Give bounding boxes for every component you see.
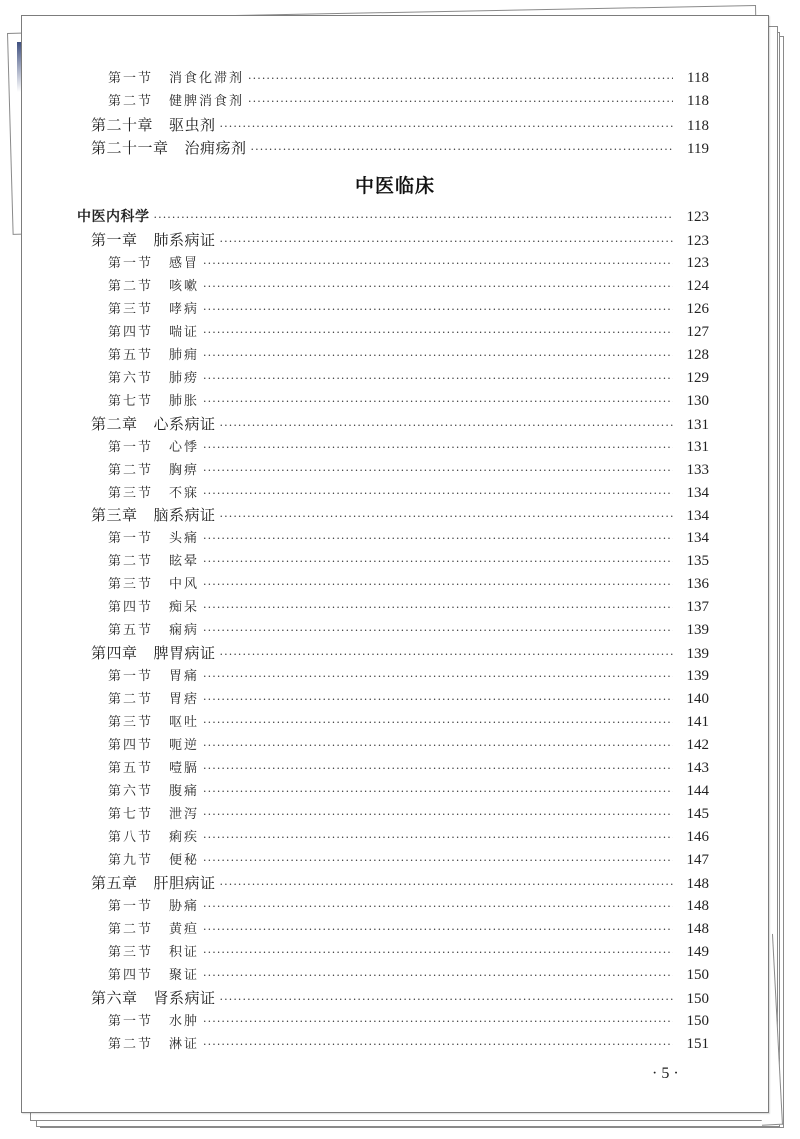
toc-entry-label: [108, 620, 203, 642]
toc-entry-label: [91, 229, 220, 251]
toc-entry-number: 第五节: [108, 348, 154, 363]
toc-entry-page: 150: [686, 991, 709, 1007]
toc-entry-label: [108, 689, 203, 711]
toc-entry-page: 119: [687, 141, 709, 157]
toc-entry-number: 第二十章: [91, 116, 154, 134]
toc-entry-label: [108, 758, 203, 780]
toc-entry-title: 驱虫剂: [169, 116, 216, 134]
toc-entry-page: 118: [687, 118, 709, 134]
toc-entry-number: 第五节: [108, 761, 154, 776]
dot-leader: [154, 207, 674, 229]
toc-entry-number: 第二节: [108, 279, 154, 294]
toc-entry[interactable]: [108, 275, 709, 297]
toc-entry-label: [108, 299, 203, 321]
toc-entry-page: 151: [686, 1036, 709, 1052]
dot-leader: [203, 919, 673, 941]
toc-entry-number: 第三节: [108, 577, 154, 592]
toc-entry-title: 痢疾: [169, 830, 200, 845]
toc-entry-number: 第三节: [108, 486, 154, 501]
toc-entry-label: [108, 1034, 203, 1056]
dot-leader: [203, 253, 673, 275]
dot-leader: [203, 965, 673, 987]
toc-entry-page: 124: [686, 278, 709, 294]
toc-entry-number: 第七节: [108, 394, 154, 409]
toc-entry-title: 泄泻: [169, 807, 200, 822]
toc-entry-number: 第九节: [108, 853, 154, 868]
toc-entry[interactable]: [108, 941, 709, 963]
toc-entry-label: [108, 551, 203, 573]
toc-entry-label: [108, 827, 203, 849]
dot-leader: [251, 139, 673, 161]
toc-entry-page: 148: [686, 898, 709, 914]
toc-entry-title: 胃痛: [169, 669, 200, 684]
toc-entry-page: 136: [686, 576, 709, 592]
toc-entry-title: 便秘: [169, 853, 200, 868]
toc-entry[interactable]: [108, 390, 709, 412]
toc-entry-title: 胃痞: [169, 692, 200, 707]
dot-leader: [220, 506, 673, 528]
toc-entry-number: 第二十一章: [91, 139, 169, 157]
toc-entry-page: 149: [686, 944, 709, 960]
toc-entry-label: [108, 666, 203, 688]
toc-entry[interactable]: [108, 780, 709, 802]
toc-entry-title: 聚证: [169, 968, 200, 983]
dot-leader: [220, 989, 673, 1011]
toc-entry[interactable]: [77, 206, 709, 228]
toc-entry-page: 147: [686, 852, 709, 868]
toc-entry-title: 肝胆病证: [153, 874, 216, 892]
dot-leader: [203, 597, 673, 619]
part-heading: 中医临床: [354, 175, 435, 197]
toc-entry-page: 140: [686, 691, 709, 707]
toc-entry-title: 胁痛: [169, 899, 200, 914]
toc-entry-title: 呕吐: [169, 715, 200, 730]
toc-entry-number: 第二节: [108, 922, 154, 937]
toc-entry-label: [91, 642, 220, 664]
toc-entry[interactable]: [108, 482, 709, 504]
toc-entry[interactable]: [108, 67, 709, 89]
toc-entry-title: 淋证: [169, 1037, 200, 1052]
dot-leader: [203, 483, 673, 505]
toc-entry-title: 肺痨: [169, 371, 200, 386]
toc-entry-title: 眩晕: [169, 554, 200, 569]
toc-entry[interactable]: [108, 321, 709, 343]
toc-entry-number: 第五章: [91, 874, 138, 892]
dot-leader: [248, 91, 673, 113]
toc-entry-number: 第六节: [108, 784, 154, 799]
dot-leader: [203, 460, 673, 482]
toc-entry[interactable]: [108, 849, 709, 871]
toc-entry-label: [108, 483, 203, 505]
dot-leader: [203, 781, 673, 803]
toc-entry-label: [108, 437, 203, 459]
toc-entry-page: 141: [686, 714, 709, 730]
page-number: · 5 ·: [652, 1065, 679, 1082]
toc-entry-label: [91, 137, 251, 159]
toc-entry-label: [108, 896, 203, 918]
toc-entry-page: 139: [686, 668, 709, 684]
toc-entry-page: 144: [686, 783, 709, 799]
toc-entry-page: 126: [686, 301, 709, 317]
toc-entry[interactable]: [91, 229, 709, 251]
toc-entry-label: [108, 276, 203, 298]
toc-entry-page: 139: [686, 622, 709, 638]
toc-entry[interactable]: [108, 734, 709, 756]
toc-entry-title: 健脾消食剂: [169, 94, 245, 109]
toc-entry-page: 123: [686, 255, 709, 271]
dot-leader: [203, 735, 673, 757]
toc-entry-page: 150: [686, 967, 709, 983]
dot-leader: [203, 850, 673, 872]
toc-entry-page: 131: [686, 439, 709, 455]
toc-entry-number: 第四节: [108, 325, 154, 340]
toc-entry-number: 第一节: [108, 440, 154, 455]
toc-entry-title: 心系病证: [153, 415, 216, 433]
dot-leader: [203, 551, 673, 573]
toc-entry-title: 肾系病证: [153, 989, 216, 1007]
toc-entry-title: 积证: [169, 945, 200, 960]
toc-entry-title: 咳嗽: [169, 279, 200, 294]
toc-entry-number: 第四节: [108, 968, 154, 983]
toc-entry[interactable]: [108, 895, 709, 917]
dot-leader: [220, 874, 673, 896]
toc-entry[interactable]: [108, 436, 709, 458]
toc-entry-number: 第三节: [108, 302, 154, 317]
dot-leader: [203, 827, 673, 849]
toc-entry-title: 水肿: [169, 1014, 200, 1029]
toc-entry-page: 134: [686, 508, 709, 524]
toc-entry-page: 127: [686, 324, 709, 340]
toc-entry-label: [108, 712, 203, 734]
toc-entry-page: 148: [686, 876, 709, 892]
toc-entry[interactable]: [108, 344, 709, 366]
toc-entry[interactable]: [108, 665, 709, 687]
toc-entry-title: 不寐: [169, 486, 200, 501]
toc-entry[interactable]: [108, 527, 709, 549]
toc-entry-number: 第五节: [108, 623, 154, 638]
toc-entry-number: 第二节: [108, 554, 154, 569]
toc-entry[interactable]: [108, 964, 709, 986]
toc-entry-label: [91, 872, 220, 894]
toc-entry-number: 第四节: [108, 738, 154, 753]
dot-leader: [203, 368, 673, 390]
toc-entry-number: 第六章: [91, 989, 138, 1007]
toc-entry-title: 黄疸: [169, 922, 200, 937]
toc-entry-title: 感冒: [169, 256, 200, 271]
toc-entry-label: [108, 528, 203, 550]
toc-entry[interactable]: [108, 1033, 709, 1055]
toc-entry-page: 123: [686, 209, 709, 225]
toc-entry-page: 135: [686, 553, 709, 569]
toc-entry-number: 第二章: [91, 415, 138, 433]
toc-entry-page: 150: [686, 1013, 709, 1029]
toc-entry-title: 腹痛: [169, 784, 200, 799]
toc-entry-number: 第八节: [108, 830, 154, 845]
toc-entry-page: 118: [687, 93, 709, 109]
toc-entry-page: 123: [686, 233, 709, 249]
toc-entry-label: [77, 206, 154, 228]
toc-entry-label: [108, 1011, 203, 1033]
toc-entry-title: 中风: [169, 577, 200, 592]
toc-entry-label: [108, 322, 203, 344]
toc-entry-page: 139: [686, 646, 709, 662]
toc-entry[interactable]: [91, 114, 709, 136]
toc-entry-number: 第二节: [108, 692, 154, 707]
toc-entry-number: 第一节: [108, 899, 154, 914]
toc-entry-page: 146: [686, 829, 709, 845]
dot-leader: [220, 415, 673, 437]
toc-entry-title: 脾胃病证: [153, 644, 216, 662]
toc-entry-page: 148: [686, 921, 709, 937]
dot-leader: [203, 322, 673, 344]
toc-entry-label: [91, 413, 220, 435]
toc-entry-label: [108, 391, 203, 413]
dot-leader: [203, 896, 673, 918]
toc-page: [21, 15, 769, 1113]
toc-entry-title: 消食化滞剂: [169, 71, 245, 86]
toc-entry-number: 第一节: [108, 1014, 154, 1029]
toc-entry-page: 134: [686, 485, 709, 501]
toc-entry-label: [108, 345, 203, 367]
toc-entry-number: 第二节: [108, 463, 154, 478]
toc-entry-title: 呃逆: [169, 738, 200, 753]
toc-entry-number: 第七节: [108, 807, 154, 822]
dot-leader: [203, 345, 673, 367]
toc-entry-number: 第六节: [108, 371, 154, 386]
toc-entry[interactable]: [108, 757, 709, 779]
toc-entry-label: [108, 850, 203, 872]
toc-entry-page: 137: [686, 599, 709, 615]
toc-entry-label: [108, 68, 248, 90]
toc-entry-number: 第二节: [108, 1037, 154, 1052]
toc-entry-page: 129: [686, 370, 709, 386]
dot-leader: [203, 758, 673, 780]
toc-entry-number: 第一节: [108, 71, 154, 86]
toc-entry[interactable]: [91, 987, 709, 1009]
toc-entry-number: 第二节: [108, 94, 154, 109]
toc-entry-number: 第一章: [91, 231, 138, 249]
toc-entry-label: [91, 504, 220, 526]
dot-leader: [203, 712, 673, 734]
toc-entry[interactable]: [108, 688, 709, 710]
toc-entry-label: [108, 735, 203, 757]
dot-leader: [203, 437, 673, 459]
dot-leader: [203, 391, 673, 413]
toc-entry-label: [91, 114, 220, 136]
toc-entry[interactable]: [108, 90, 709, 112]
toc-entry-page: 134: [686, 530, 709, 546]
dot-leader: [203, 299, 673, 321]
toc-entry-page: 128: [686, 347, 709, 363]
toc-entry[interactable]: [108, 826, 709, 848]
toc-entry-title: 肺痈: [169, 348, 200, 363]
toc-entry[interactable]: [91, 872, 709, 894]
toc-entry-page: 133: [686, 462, 709, 478]
toc-entry-page: 118: [687, 70, 709, 86]
toc-entry-title: 胸痹: [169, 463, 200, 478]
dot-leader: [203, 804, 673, 826]
toc-entry[interactable]: [108, 550, 709, 572]
toc-entry-page: 142: [686, 737, 709, 753]
dot-leader: [220, 231, 673, 253]
toc-entry-page: 143: [686, 760, 709, 776]
toc-entry[interactable]: [91, 504, 709, 526]
toc-entry-label: [108, 781, 203, 803]
dot-leader: [203, 666, 673, 688]
toc-entry-number: 第三章: [91, 506, 138, 524]
toc-entry-label: [108, 919, 203, 941]
toc-entry[interactable]: [108, 596, 709, 618]
dot-leader: [203, 276, 673, 298]
toc-entry[interactable]: [108, 803, 709, 825]
toc-entry-title: 肺胀: [169, 394, 200, 409]
dot-leader: [203, 574, 673, 596]
toc-entry[interactable]: [108, 918, 709, 940]
dot-leader: [203, 528, 673, 550]
toc-entry-title: 脑系病证: [153, 506, 216, 524]
toc-entry-label: [108, 965, 203, 987]
toc-entry-title: 噎膈: [169, 761, 200, 776]
toc-entry[interactable]: [91, 413, 709, 435]
toc-entry[interactable]: [108, 252, 709, 274]
toc-entry-label: [108, 804, 203, 826]
dot-leader: [203, 689, 673, 711]
toc-entry-title: 喘证: [169, 325, 200, 340]
toc-entry[interactable]: [108, 573, 709, 595]
toc-entry-title: 头痛: [169, 531, 200, 546]
toc-entry-label: [108, 460, 203, 482]
dot-leader: [220, 644, 673, 666]
toc-entry-title: 哮病: [169, 302, 200, 317]
toc-entry[interactable]: [108, 619, 709, 641]
toc-entry-number: 第一节: [108, 531, 154, 546]
toc-entry-title: 治痈疡剂: [184, 139, 247, 157]
toc-entry-number: 第一节: [108, 669, 154, 684]
toc-entry-number: 第三节: [108, 715, 154, 730]
toc-entry[interactable]: [108, 459, 709, 481]
toc-entry[interactable]: [91, 642, 709, 664]
toc-entry-title: 痴呆: [169, 600, 200, 615]
dot-leader: [203, 942, 673, 964]
toc-entry-page: 130: [686, 393, 709, 409]
toc-entry[interactable]: [108, 1010, 709, 1032]
toc-entry-number: 第四章: [91, 644, 138, 662]
toc-entry-number: 第一节: [108, 256, 154, 271]
toc-entry-page: 131: [686, 417, 709, 433]
toc-entry-title: 心悸: [169, 440, 200, 455]
toc-entry-label: [108, 597, 203, 619]
toc-entry-title: 痫病: [169, 623, 200, 638]
toc-entry[interactable]: [91, 137, 709, 159]
toc-entry-number: 第三节: [108, 945, 154, 960]
toc-entry[interactable]: [108, 367, 709, 389]
toc-entry[interactable]: [108, 711, 709, 733]
toc-entry-number: 第四节: [108, 600, 154, 615]
toc-entry[interactable]: [108, 298, 709, 320]
dot-leader: [220, 116, 673, 138]
toc-entry-label: [91, 987, 220, 1009]
toc-entry-title: 中医内科学: [77, 209, 150, 225]
toc-entry-page: 145: [686, 806, 709, 822]
toc-entry-label: [108, 574, 203, 596]
toc-entry-label: [108, 942, 203, 964]
toc-entry-label: [108, 91, 248, 113]
toc-entry-title: 肺系病证: [153, 231, 216, 249]
toc-entry-label: [108, 253, 203, 275]
toc-entry-label: [108, 368, 203, 390]
dot-leader: [248, 68, 673, 90]
dot-leader: [203, 1034, 673, 1056]
dot-leader: [203, 620, 673, 642]
dot-leader: [203, 1011, 673, 1033]
